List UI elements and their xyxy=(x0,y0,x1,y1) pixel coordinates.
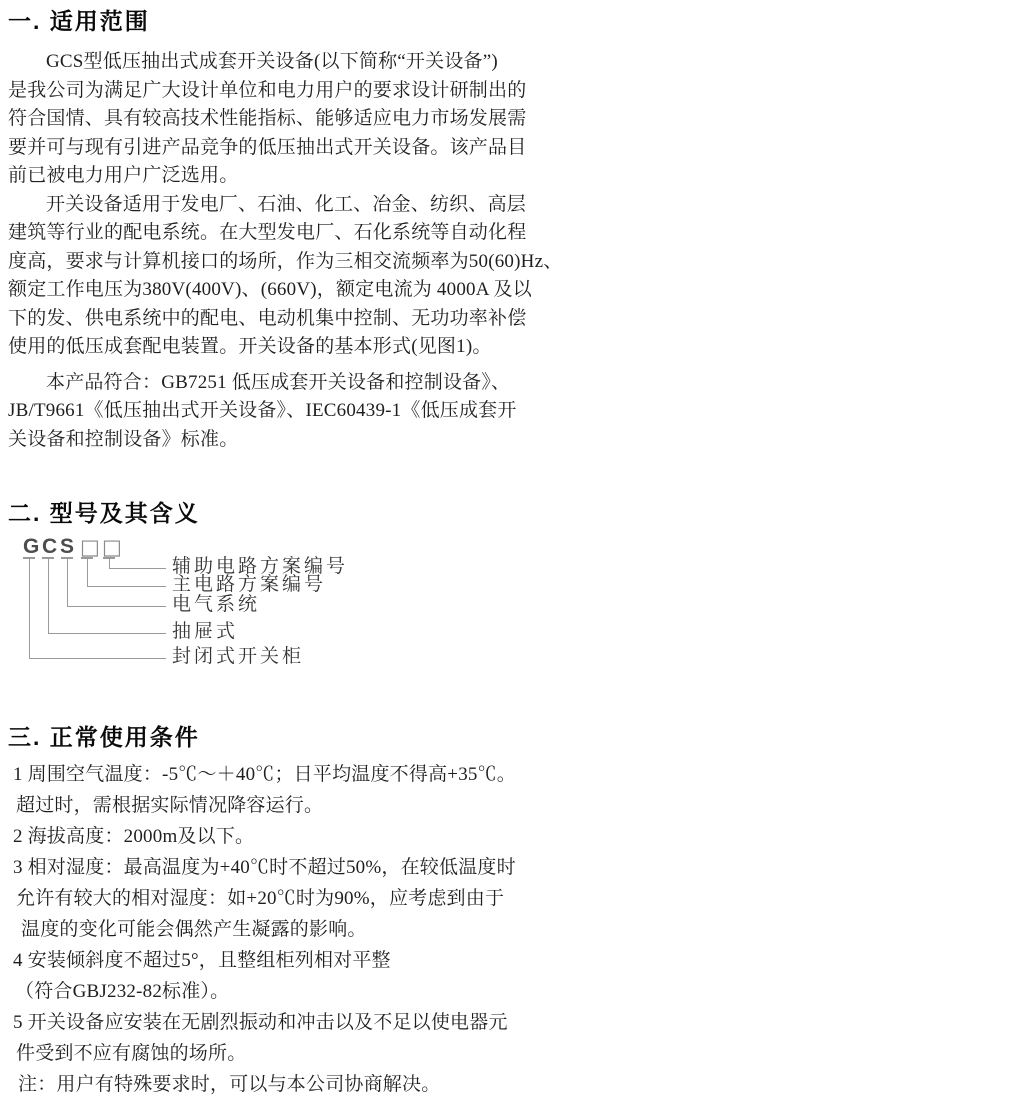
list-item-3-line-2: 允许有较大的相对湿度：如+20℃时为90%，应考虑到由于 xyxy=(16,888,505,909)
text-line: 是我公司为满足广大设计单位和电力用户的要求设计研制出的 xyxy=(8,79,527,101)
text-line: 要并可与现有引进产品竞争的低压抽出式开关设备。该产品目 xyxy=(8,136,527,158)
section1-paragraph-1 xyxy=(8,48,553,191)
text-line: 建筑等行业的配电系统。在大型发电厂、石化系统等自动化程 xyxy=(8,222,527,243)
text-line: 使用的低压成套配电装置。开关设备的基本形式(见图1)。 xyxy=(8,336,492,357)
text-line: 前已被电力用户广泛选用。 xyxy=(8,165,239,186)
model-label-electric-system: 电气系统 xyxy=(172,594,261,615)
model-label-main-circuit: 主电路方案编号 xyxy=(172,574,327,595)
list-item-4-line-2: （符合GBJ232-82标准）。 xyxy=(15,981,230,1002)
text-line: 本产品符合：GB7251 低压成套开关设备和控制设备》、 xyxy=(46,371,511,393)
model-placeholder-box: □ xyxy=(102,535,122,559)
section2-heading: 二. 型号及其含义 xyxy=(8,500,200,526)
text-line: 符合国情、具有较高技术性能指标、能够适应电力市场发展需 xyxy=(8,108,527,129)
model-letter-s: S xyxy=(60,535,75,558)
list-item-3-line-1: 3 相对湿度：最高温度为+40℃时不超过50%，在较低温度时 xyxy=(13,857,516,878)
model-label-drawer-type: 抽屉式 xyxy=(172,621,239,642)
section1-paragraph-2 xyxy=(8,191,563,362)
list-item-2: 2 海拔高度：2000m及以下。 xyxy=(13,826,255,847)
text-line: 开关设备适用于发电厂、石油、化工、冶金、纺织、高层 xyxy=(46,193,527,215)
text-line: GCS型低压抽出式成套开关设备(以下简称“开关设备”) xyxy=(46,51,498,72)
model-label-aux-circuit: 辅助电路方案编号 xyxy=(172,556,349,577)
list-item-3-line-3: 温度的变化可能会偶然产生凝露的影响。 xyxy=(21,919,367,940)
text-line: 额定工作电压为380V(400V)、(660V)，额定电流为 4000A 及以 xyxy=(8,279,532,300)
list-item-4-line-1: 4 安装倾斜度不超过5°，且整组柜列相对平整 xyxy=(13,950,391,971)
model-letter-c: C xyxy=(42,535,58,558)
text-line: JB/T9661《低压抽出式开关设备》、IEC60439-1《低压成套开 xyxy=(8,400,517,421)
list-note: 注：用户有特殊要求时，可以与本公司协商解决。 xyxy=(18,1074,441,1095)
conditions-list xyxy=(8,759,553,1100)
list-item-1-line-2: 超过时，需根据实际情况降容运行。 xyxy=(16,795,324,816)
model-code-diagram xyxy=(8,536,553,678)
text-line: 下的发、供电系统中的配电、电动机集中控制、无功功率补偿 xyxy=(8,307,527,329)
model-placeholder-box: □ xyxy=(80,535,100,559)
list-item-1-line-1: 1 周围空气温度：-5℃～＋40℃；日平均温度不得高+35℃。 xyxy=(13,764,516,785)
connector-line xyxy=(29,559,166,659)
model-label-enclosed-cabinet: 封闭式开关柜 xyxy=(172,646,305,667)
text-line: 关设备和控制设备》标准。 xyxy=(8,428,239,450)
section1-heading: 一. 适用范围 xyxy=(8,8,150,34)
model-letter-g: G xyxy=(23,535,40,558)
list-item-5-line-1: 5 开关设备应安装在无剧烈振动和冲击以及不足以使电器元 xyxy=(13,1012,508,1033)
list-item-5-line-2: 件受到不应有腐蚀的场所。 xyxy=(16,1043,247,1064)
section1-paragraph-3 xyxy=(8,369,553,455)
section3-heading: 三. 正常使用条件 xyxy=(8,724,200,750)
text-line: 度高，要求与计算机接口的场所，作为三相交流频率为50(60)Hz、 xyxy=(8,250,563,272)
content-column xyxy=(8,0,563,1100)
